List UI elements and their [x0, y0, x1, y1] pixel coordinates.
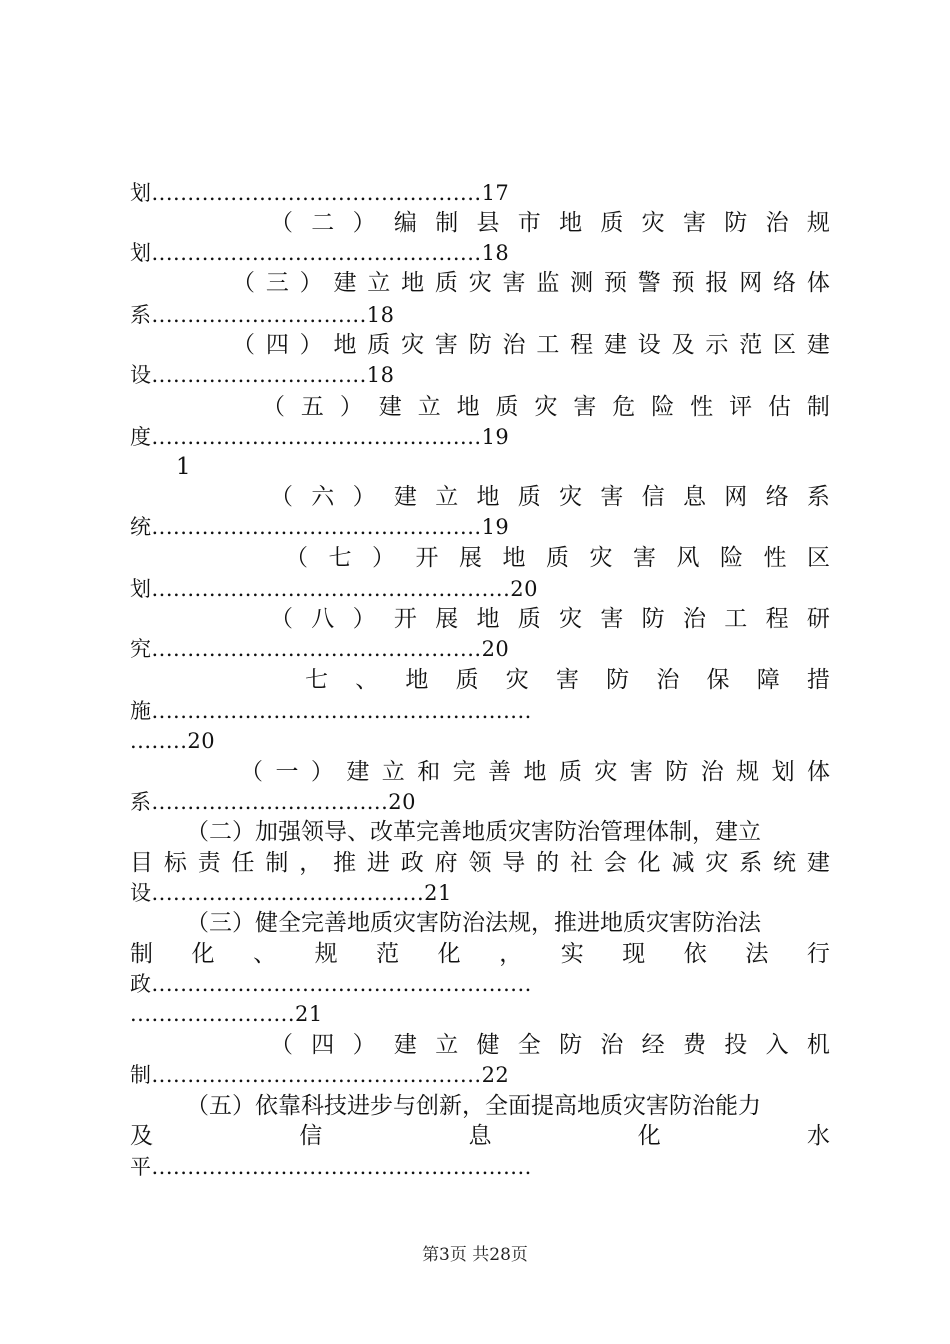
toc-char: ，: [499, 941, 523, 967]
toc-char: 行: [806, 941, 830, 967]
toc-line-21: 系.................................20: [130, 790, 417, 814]
toc-char: 投: [724, 1032, 748, 1058]
toc-char: 统: [773, 850, 797, 876]
toc-char: 的: [536, 850, 560, 876]
toc-char: 制: [435, 210, 459, 236]
toc-char: 社: [569, 850, 593, 876]
toc-char: 任: [231, 850, 255, 876]
toc-char: 系: [739, 850, 763, 876]
toc-char: 质: [600, 210, 624, 236]
toc-char: 治: [600, 1032, 624, 1058]
toc-char: 实: [560, 941, 584, 967]
toc-line-33: 平.....................................................: [130, 1155, 532, 1179]
toc-char: 质: [517, 484, 541, 510]
toc-heading-32: [130, 1121, 830, 1151]
toc-char: 六: [311, 484, 335, 510]
toc-char: 地: [559, 210, 583, 236]
toc-char: ）: [352, 484, 376, 510]
toc-line-3: 划..............................................18: [130, 241, 510, 265]
toc-char: 立: [435, 484, 459, 510]
toc-char: ）: [372, 545, 395, 571]
toc-char: 灾: [589, 545, 613, 571]
toc-char: 展: [459, 545, 482, 571]
toc-heading-13: [285, 543, 830, 573]
toc-char: 责: [197, 850, 221, 876]
toc-char: 体: [807, 759, 830, 785]
toc-char: 措: [806, 667, 830, 693]
toc-char: 建: [603, 332, 627, 358]
toc-char: 和: [417, 759, 441, 785]
toc-char: 性: [763, 545, 787, 571]
toc-heading-29: [270, 1030, 830, 1060]
toc-char: 质: [434, 270, 458, 296]
toc-char: 开: [393, 606, 417, 632]
toc-heading-6: [232, 330, 830, 360]
toc-char: 治: [765, 210, 789, 236]
toc-char: 研: [806, 606, 830, 632]
toc-char: ）: [310, 759, 334, 785]
toc-line-5: 系..............................18: [130, 303, 395, 327]
toc-char: 害: [600, 606, 624, 632]
toc-line-18: 施.....................................................: [130, 699, 532, 723]
toc-char: 害: [573, 394, 597, 420]
toc-char: 治: [682, 606, 706, 632]
toc-char: 范: [376, 941, 400, 967]
toc-char: 七: [305, 667, 328, 693]
toc-char: 体: [806, 270, 830, 296]
toc-char: 防: [641, 606, 665, 632]
toc-char: 灾: [594, 759, 618, 785]
toc-char: 入: [765, 1032, 789, 1058]
toc-char: 工: [536, 332, 560, 358]
toc-char: 地: [405, 667, 429, 693]
toc-heading-23: [130, 848, 830, 878]
toc-char: 络: [765, 484, 789, 510]
toc-char: （: [232, 270, 255, 296]
toc-char: 四: [311, 1032, 335, 1058]
toc-char: 规: [806, 210, 830, 236]
toc-char: 程: [765, 606, 789, 632]
toc-char: 地: [456, 394, 480, 420]
toc-line-27: 政.....................................................: [130, 972, 532, 996]
toc-char: 灾: [705, 850, 729, 876]
toc-char: 五: [300, 394, 324, 420]
toc-char: 害: [682, 210, 706, 236]
toc-char: ）: [352, 210, 376, 236]
toc-heading-4: [232, 268, 830, 298]
toc-char: 治: [700, 759, 724, 785]
toc-char: 建: [806, 850, 830, 876]
toc-char: 八: [311, 606, 335, 632]
toc-char: 目: [130, 850, 153, 876]
toc-char: 立: [367, 270, 391, 296]
toc-line-28: .......................21: [130, 1002, 323, 1026]
toc-heading-8: [262, 392, 830, 422]
toc-char: 规: [314, 941, 338, 967]
toc-char: 建: [806, 332, 830, 358]
toc-char: 信: [641, 484, 665, 510]
toc-char: 划: [771, 759, 795, 785]
toc-char: 开: [415, 545, 439, 571]
page-footer: 第3页 共28页: [422, 1245, 528, 1265]
toc-char: 建: [378, 394, 402, 420]
toc-char: 七: [328, 545, 352, 571]
toc-char: 化: [191, 941, 215, 967]
toc-char: 展: [435, 606, 459, 632]
toc-char: 预: [671, 270, 695, 296]
toc-char: 编: [393, 210, 417, 236]
toc-char: （: [262, 394, 285, 420]
toc-heading-31: （五）依靠科技进步与创新，全面提高地质灾害防治能力: [186, 1093, 761, 1119]
toc-heading-11: [270, 482, 830, 512]
toc-char: 险: [720, 545, 743, 571]
toc-char: 制: [265, 850, 289, 876]
toc-char: 及: [671, 332, 695, 358]
toc-char: ）: [299, 332, 323, 358]
toc-char: 地: [401, 270, 425, 296]
toc-char: 监: [536, 270, 560, 296]
toc-char: 信: [299, 1123, 323, 1149]
toc-char: 规: [736, 759, 760, 785]
toc-char: ）: [352, 606, 376, 632]
toc-char: 络: [773, 270, 796, 296]
toc-char: 危: [612, 394, 636, 420]
toc-char: 防: [559, 1032, 583, 1058]
toc-char: 建: [393, 1032, 417, 1058]
toc-char: 灾: [468, 270, 492, 296]
toc-char: （: [270, 484, 293, 510]
toc-char: 化: [437, 941, 461, 967]
toc-char: 估: [767, 394, 791, 420]
toc-char: （: [270, 210, 293, 236]
toc-char: 质: [546, 545, 569, 571]
toc-char: 二: [311, 210, 335, 236]
toc-char: 灾: [534, 394, 558, 420]
toc-char: 进: [366, 850, 390, 876]
toc-char: 性: [690, 394, 714, 420]
toc-char: 四: [265, 332, 289, 358]
page-number-marker: 1: [176, 454, 191, 480]
toc-char: 立: [417, 394, 441, 420]
toc-line-12: 统..............................................19: [130, 515, 510, 539]
toc-char: 害: [434, 332, 458, 358]
toc-heading-15: [270, 604, 830, 634]
toc-char: 标: [163, 850, 187, 876]
toc-char: 保: [706, 667, 730, 693]
toc-char: 领: [468, 850, 492, 876]
toc-char: 地: [476, 484, 500, 510]
toc-char: （: [240, 759, 263, 785]
toc-char: 质: [517, 606, 541, 632]
toc-char: 质: [558, 759, 582, 785]
toc-heading-25: （三）健全完善地质灾害防治法规，推进地质灾害防治法: [186, 910, 761, 936]
toc-char: 法: [745, 941, 769, 967]
toc-char: 测: [570, 270, 594, 296]
toc-heading-20: [240, 757, 830, 787]
toc-char: 防: [606, 667, 630, 693]
toc-char: 害: [633, 545, 656, 571]
toc-heading-17: [305, 665, 830, 695]
toc-char: 区: [807, 545, 830, 571]
toc-char: 防: [665, 759, 689, 785]
toc-char: 质: [495, 394, 519, 420]
toc-line-19: ........20: [130, 729, 216, 753]
toc-char: 示: [705, 332, 729, 358]
toc-char: 治: [656, 667, 680, 693]
toc-char: 制: [130, 941, 153, 967]
toc-char: 报: [705, 270, 729, 296]
toc-char: 预: [603, 270, 627, 296]
toc-char: ，: [299, 850, 323, 876]
toc-char: 息: [682, 484, 706, 510]
toc-char: 立: [381, 759, 405, 785]
toc-line-7: 设..............................18: [130, 363, 395, 387]
toc-char: 善: [488, 759, 512, 785]
toc-char: 三: [265, 270, 289, 296]
toc-char: 建: [346, 759, 370, 785]
toc-char: 防: [468, 332, 492, 358]
toc-char: 府: [434, 850, 458, 876]
toc-char: 息: [468, 1123, 492, 1149]
toc-char: 化: [637, 850, 661, 876]
toc-line-1: 划..............................................17: [130, 181, 510, 205]
toc-char: 完: [452, 759, 476, 785]
toc-char: 险: [651, 394, 675, 420]
toc-char: ）: [339, 394, 363, 420]
toc-char: 害: [502, 270, 526, 296]
toc-char: 程: [570, 332, 594, 358]
toc-char: 地: [523, 759, 547, 785]
toc-char: 依: [683, 941, 707, 967]
toc-char: 工: [724, 606, 748, 632]
toc-char: 害: [600, 484, 624, 510]
toc-char: 建: [393, 484, 417, 510]
toc-char: 质: [455, 667, 479, 693]
toc-char: 区: [773, 332, 796, 358]
toc-char: ）: [299, 270, 323, 296]
toc-char: 政: [400, 850, 424, 876]
toc-char: （: [270, 1032, 293, 1058]
toc-char: 地: [502, 545, 526, 571]
toc-char: 建: [333, 270, 357, 296]
toc-char: 、: [253, 941, 277, 967]
toc-char: 机: [806, 1032, 830, 1058]
toc-line-14: 划..................................................20: [130, 577, 538, 601]
toc-char: 导: [502, 850, 526, 876]
toc-char: 经: [641, 1032, 665, 1058]
toc-char: 健: [476, 1032, 500, 1058]
toc-char: 一: [275, 759, 299, 785]
toc-char: 设: [637, 332, 661, 358]
toc-line-24: 设......................................21: [130, 881, 452, 905]
toc-char: 治: [502, 332, 526, 358]
toc-char: 及: [130, 1123, 153, 1149]
toc-line-9: 度..............................................19: [130, 425, 510, 449]
toc-char: 制: [806, 394, 830, 420]
toc-char: （: [285, 545, 308, 571]
toc-char: 灾: [641, 210, 665, 236]
toc-char: 县: [476, 210, 500, 236]
toc-char: 灾: [401, 332, 425, 358]
toc-char: 、: [355, 667, 379, 693]
toc-line-30: 制..............................................22: [130, 1063, 510, 1087]
toc-char: ）: [352, 1032, 376, 1058]
toc-char: （: [232, 332, 255, 358]
toc-char: 全: [517, 1032, 541, 1058]
toc-heading-26: [130, 939, 830, 969]
toc-char: 灾: [505, 667, 529, 693]
toc-char: 网: [724, 484, 748, 510]
toc-char: 警: [637, 270, 661, 296]
toc-char: 水: [807, 1123, 830, 1149]
toc-char: 障: [756, 667, 780, 693]
toc-char: 害: [629, 759, 653, 785]
toc-char: 地: [476, 606, 500, 632]
toc-char: 质: [367, 332, 391, 358]
toc-char: 风: [676, 545, 700, 571]
toc-char: 会: [603, 850, 627, 876]
toc-char: 地: [333, 332, 357, 358]
toc-char: 范: [739, 332, 763, 358]
toc-char: 费: [682, 1032, 706, 1058]
toc-char: 立: [435, 1032, 459, 1058]
toc-char: 防: [724, 210, 748, 236]
toc-line-16: 究..............................................20: [130, 637, 510, 661]
toc-char: 害: [555, 667, 579, 693]
toc-char: 灾: [559, 484, 583, 510]
toc-char: 现: [622, 941, 646, 967]
toc-char: 灾: [559, 606, 583, 632]
toc-char: 评: [729, 394, 753, 420]
toc-char: 网: [739, 270, 763, 296]
toc-char: 化: [637, 1123, 661, 1149]
toc-char: 市: [517, 210, 541, 236]
toc-heading-22: （二）加强领导、改革完善地质灾害防治管理体制，建立: [186, 819, 761, 845]
toc-char: 推: [333, 850, 357, 876]
toc-heading-2: [270, 208, 830, 238]
toc-char: （: [270, 606, 293, 632]
toc-char: 系: [806, 484, 830, 510]
toc-char: 减: [671, 850, 695, 876]
